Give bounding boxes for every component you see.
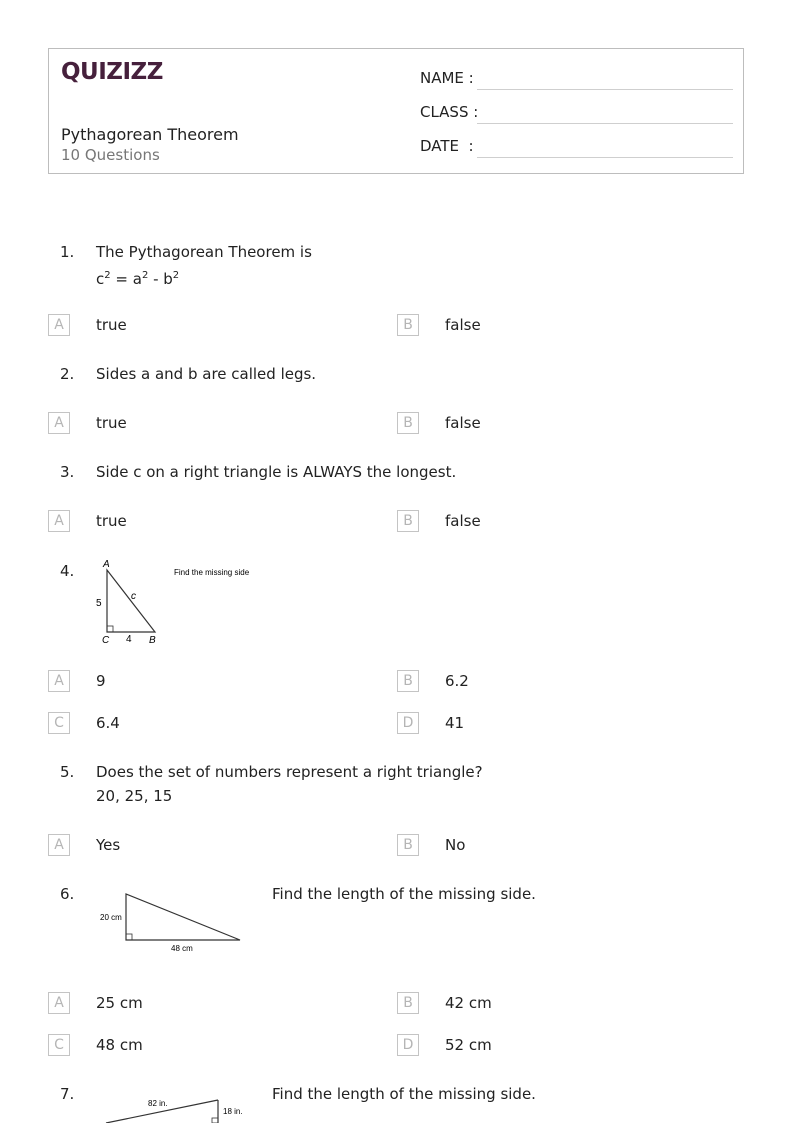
option-text: false — [445, 414, 481, 432]
exponent: 2 — [141, 270, 149, 281]
side-label-horizontal: 48 cm — [171, 944, 193, 953]
right-triangle-figure — [90, 556, 280, 648]
option-text: false — [445, 512, 481, 530]
question-text: Find the length of the missing side. — [272, 885, 536, 903]
question-text: Side c on a right triangle is ALWAYS the longest. — [96, 463, 457, 481]
option-text: true — [96, 512, 127, 530]
option-letter-box[interactable]: A — [48, 670, 70, 692]
right-triangle-figure — [96, 1090, 256, 1123]
option-text: 52 cm — [445, 1036, 492, 1054]
quizizz-logo: QUIZIZZ — [61, 59, 163, 85]
option-letter-box[interactable]: C — [48, 1034, 70, 1056]
vertex-label-c: C — [102, 635, 110, 646]
formula — [96, 264, 312, 291]
option-letter-box[interactable]: A — [48, 510, 70, 532]
option-text: true — [96, 414, 127, 432]
question-count: 10 Questions — [61, 146, 160, 164]
question-text: Find the length of the missing side. — [272, 1085, 536, 1103]
option-text: 48 cm — [96, 1036, 143, 1054]
right-angle-mark — [212, 1118, 218, 1123]
side-label-top: 82 in. — [148, 1099, 168, 1108]
option-letter-box[interactable]: D — [397, 1034, 419, 1056]
option-letter-box[interactable]: A — [48, 412, 70, 434]
vertex-label-a: A — [103, 559, 110, 570]
option-text: 25 cm — [96, 994, 143, 1012]
option-letter-box[interactable]: A — [48, 992, 70, 1014]
question-text — [96, 760, 483, 808]
option-text: No — [445, 836, 466, 854]
question-text — [96, 240, 312, 291]
option-letter-box[interactable]: B — [397, 510, 419, 532]
option-text: 42 cm — [445, 994, 492, 1012]
name-label: NAME : — [420, 69, 474, 87]
side-label-a: 5 — [96, 598, 102, 609]
figure-caption: Find the missing side — [174, 568, 250, 577]
name-line[interactable] — [477, 89, 733, 90]
date-label: DATE : — [420, 137, 474, 155]
question-number: 6. — [60, 885, 75, 903]
triangle-shape — [126, 894, 240, 940]
formula-minus: - — [148, 270, 164, 288]
option-letter-box[interactable]: B — [397, 412, 419, 434]
option-text: 9 — [96, 672, 106, 690]
question-number: 3. — [60, 463, 75, 481]
option-letter-box[interactable]: B — [397, 834, 419, 856]
date-line[interactable] — [477, 157, 733, 158]
question-number: 1. — [60, 243, 75, 261]
question-text: Sides a and b are called legs. — [96, 365, 317, 383]
exponent: 2 — [104, 270, 111, 281]
worksheet-title: Pythagorean Theorem — [61, 125, 239, 144]
question-number: 7. — [60, 1085, 75, 1103]
formula-a: a — [132, 270, 142, 288]
side-label-right: 18 in. — [223, 1107, 243, 1116]
right-angle-mark — [107, 626, 113, 632]
option-letter-box[interactable]: D — [397, 712, 419, 734]
right-angle-mark — [126, 934, 132, 940]
side-label-b: 4 — [126, 634, 132, 645]
option-letter-box[interactable]: B — [397, 992, 419, 1014]
option-text: 6.4 — [96, 714, 120, 732]
formula-b: b — [163, 270, 173, 288]
exponent: 2 — [172, 270, 180, 281]
option-letter-box[interactable]: C — [48, 712, 70, 734]
class-label: CLASS : — [420, 103, 479, 121]
option-text: 41 — [445, 714, 465, 732]
option-text: 6.2 — [445, 672, 469, 690]
option-letter-box[interactable]: B — [397, 670, 419, 692]
formula-c: c — [96, 270, 105, 288]
option-text: Yes — [96, 836, 121, 854]
worksheet-header — [48, 48, 744, 174]
question-line: 20, 25, 15 — [96, 787, 173, 805]
option-letter-box[interactable]: A — [48, 314, 70, 336]
option-letter-box[interactable]: B — [397, 314, 419, 336]
right-triangle-figure — [96, 880, 256, 956]
option-text: false — [445, 316, 481, 334]
class-line[interactable] — [477, 123, 733, 124]
option-text: true — [96, 316, 127, 334]
question-line: Does the set of numbers represent a right triangle? — [96, 763, 483, 781]
question-number: 4. — [60, 562, 75, 580]
option-letter-box[interactable]: A — [48, 834, 70, 856]
side-label-c: c — [131, 591, 136, 602]
vertex-label-b: B — [149, 635, 156, 646]
question-number: 5. — [60, 763, 75, 781]
question-number: 2. — [60, 365, 75, 383]
side-label-vertical: 20 cm — [100, 913, 122, 922]
question-line: The Pythagorean Theorem is — [96, 243, 312, 261]
formula-equals: = — [110, 270, 133, 288]
